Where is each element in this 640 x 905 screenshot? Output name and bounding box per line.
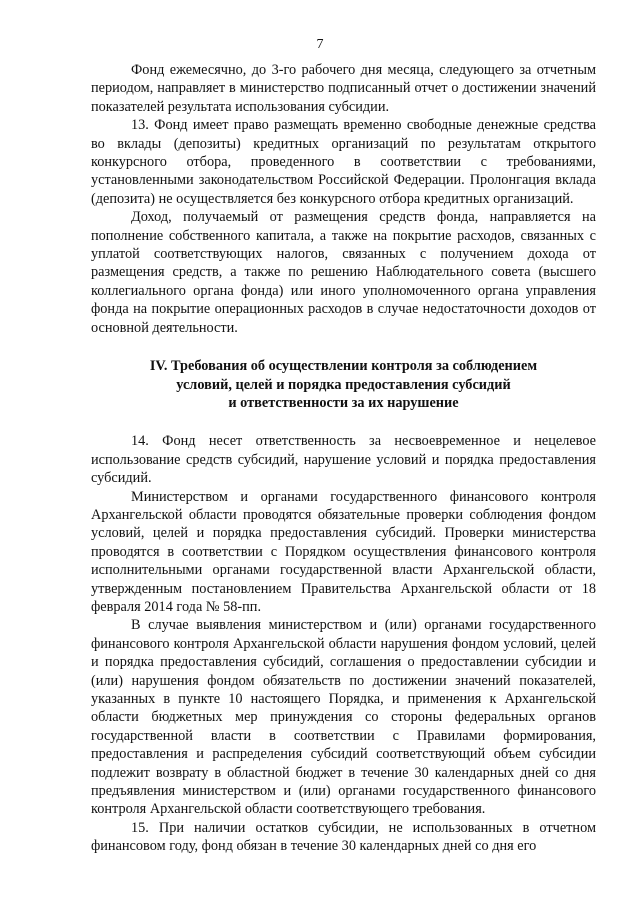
section-heading-line-1: IV. Требования об осуществлении контроля за соблюдением — [149, 358, 538, 375]
paragraph-inspections: Министерством и органами государственного финансового контроля Архангельской области проводятся обязательные проверки соблюдения фондом условий, целей и порядка предоставления субсидий. Проверки министерства проводятся в соответствии с Порядком осуществления финансового контроля исполнительными органами государственной власти Архангельской области, утвержденным постановлением Правительства Архангельской области от 18 февраля 2014 года № 58-пп. — [91, 488, 596, 615]
section-heading — [91, 357, 596, 412]
paragraph-report-deadline: Фонд ежемесячно, до 3-го рабочего дня месяца, следующего за отчетным периодом, направляет в министерство подписанный отчет о достижении значений показателей результата использования субсидии. — [91, 62, 596, 115]
paragraph-clause-14: 14. Фонд несет ответственность за несвоевременное и нецелевое использование средств субсидий, нарушение условий и порядка предоставления субсидий. — [91, 433, 596, 487]
section-heading-line-3: и ответственности за их нарушение — [228, 394, 459, 411]
paragraph-income-use: Доход, получаемый от размещения средств фонда, направляется на пополнение собственного капитала, а также на покрытие расходов, связанных с уплатой соответствующих налогов, связанных с получением дохода от размещения средств, а также по решению Наблюдательного совета (высшего коллегиального органа фонда) или иного уполномоченного органа управления фонда на покрытие операционных расходов в случае недостаточности доходов от основной деятельности. — [91, 209, 596, 336]
paragraph-clause-13: 13. Фонд имеет право размещать временно свободные денежные средства во вклады (депозиты) кредитных организаций по результатам открытого конкурсного отбора, проведенного в соответствии с требованиями, установленными законодательством Российской Федерации. Пролонгация вклада (депозита) не осуществляется без конкурсного отбора кредитных организаций. — [91, 117, 596, 207]
paragraph-clause-15: 15. При наличии остатков субсидии, не использованных в отчетном финансовом году, фонд обязан в течение 30 календарных дней со дня его — [91, 819, 596, 855]
page-number: 7 — [316, 37, 324, 52]
document-body — [91, 61, 596, 856]
paragraph-violations-refund: В случае выявления министерством и (или) органами государственного финансового контроля Архангельской области нарушения фондом условий, целей и порядка предоставления субсидий, соглашения о предоставлении субсидии и (или) нарушения фондом обязательств по достижении значений показателей, указанных в пункте 10 настоящего Порядка, и применения к Архангельской области бюджетных мер принуждения со стороны федеральных органов государственной власти в соответствии с Правилами формирования, предоставления и распределения субсидий соответствующий объем субсидии подлежит возврату в областной бюджет в течение 30 календарных дней со дня предъявления министерством и (или) органами государственного финансового контроля Архангельской области соответствующего требования. — [91, 617, 596, 818]
section-heading-line-2: условий, целей и порядка предоставления субсидий — [176, 376, 511, 393]
